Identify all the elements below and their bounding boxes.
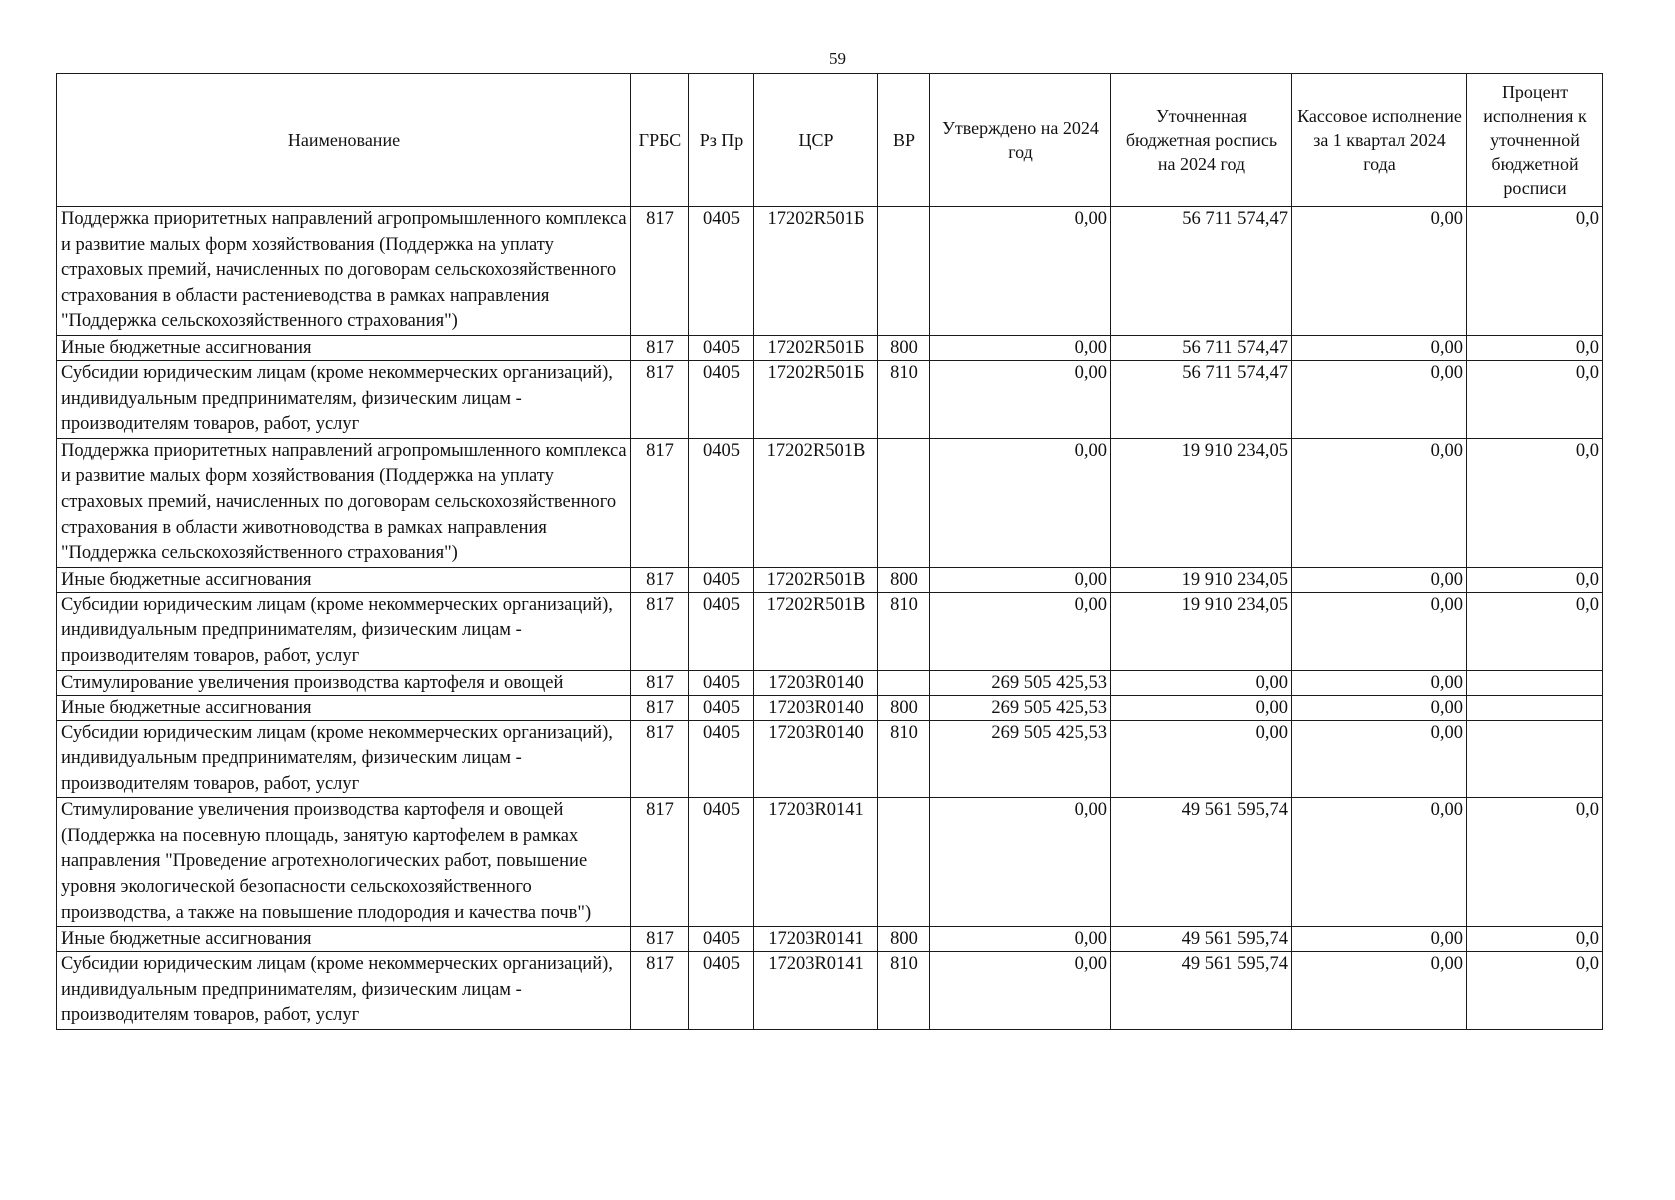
cell-vr: 810 xyxy=(878,720,930,798)
cell-csr: 17202R501Б xyxy=(754,335,878,360)
table-row xyxy=(57,670,1603,695)
cell-percent: 0,0 xyxy=(1467,798,1603,927)
cell-vr: 810 xyxy=(878,592,930,670)
cell-grbs: 817 xyxy=(631,360,689,438)
cell-name: Субсидии юридическим лицам (кроме некоммерческих организаций), индивидуальным предпринимателям, физическим лицам - производителям товаров, работ, услуг xyxy=(57,592,631,670)
cell-name: Поддержка приоритетных направлений агропромышленного комплекса и развитие малых форм хозяйствования (Поддержка на уплату страховых премий, начисленных по договорам сельскохозяйственного страхования в области растениеводства в рамках направления "Поддержка сельскохозяйственного страхования") xyxy=(57,207,631,336)
cell-grbs: 817 xyxy=(631,695,689,720)
cell-percent: 0,0 xyxy=(1467,335,1603,360)
cell-cash: 0,00 xyxy=(1292,798,1467,927)
cell-csr: 17203R0141 xyxy=(754,798,878,927)
cell-refined: 56 711 574,47 xyxy=(1111,360,1292,438)
cell-cash: 0,00 xyxy=(1292,592,1467,670)
cell-csr: 17203R0140 xyxy=(754,670,878,695)
cell-cash: 0,00 xyxy=(1292,567,1467,592)
header-name: Наименование xyxy=(57,74,631,207)
cell-approved: 0,00 xyxy=(930,952,1111,1030)
header-approved: Утверждено на 2024 год xyxy=(930,74,1111,207)
header-grbs: ГРБС xyxy=(631,74,689,207)
cell-vr: 810 xyxy=(878,952,930,1030)
table-row xyxy=(57,952,1603,1030)
cell-vr: 800 xyxy=(878,567,930,592)
cell-name: Иные бюджетные ассигнования xyxy=(57,567,631,592)
cell-refined: 49 561 595,74 xyxy=(1111,952,1292,1030)
cell-refined: 56 711 574,47 xyxy=(1111,207,1292,336)
header-vr: ВР xyxy=(878,74,930,207)
cell-rzpr: 0405 xyxy=(689,695,754,720)
cell-name: Иные бюджетные ассигнования xyxy=(57,695,631,720)
cell-name: Субсидии юридическим лицам (кроме некоммерческих организаций), индивидуальным предпринимателям, физическим лицам - производителям товаров, работ, услуг xyxy=(57,720,631,798)
cell-vr: 800 xyxy=(878,927,930,952)
cell-grbs: 817 xyxy=(631,567,689,592)
cell-csr: 17203R0141 xyxy=(754,927,878,952)
page-number: 59 xyxy=(829,49,846,68)
table-row xyxy=(57,695,1603,720)
cell-percent xyxy=(1467,695,1603,720)
cell-refined: 19 910 234,05 xyxy=(1111,592,1292,670)
cell-refined: 49 561 595,74 xyxy=(1111,927,1292,952)
cell-rzpr: 0405 xyxy=(689,670,754,695)
cell-csr: 17202R501Б xyxy=(754,207,878,336)
header-row xyxy=(57,74,1603,207)
cell-percent xyxy=(1467,670,1603,695)
cell-percent: 0,0 xyxy=(1467,207,1603,336)
cell-refined: 56 711 574,47 xyxy=(1111,335,1292,360)
cell-cash: 0,00 xyxy=(1292,335,1467,360)
cell-refined: 49 561 595,74 xyxy=(1111,798,1292,927)
cell-csr: 17203R0141 xyxy=(754,952,878,1030)
cell-rzpr: 0405 xyxy=(689,335,754,360)
cell-vr xyxy=(878,798,930,927)
table-row xyxy=(57,927,1603,952)
cell-rzpr: 0405 xyxy=(689,360,754,438)
cell-grbs: 817 xyxy=(631,720,689,798)
cell-csr: 17203R0140 xyxy=(754,695,878,720)
cell-name: Стимулирование увеличения производства картофеля и овощей xyxy=(57,670,631,695)
cell-refined: 0,00 xyxy=(1111,695,1292,720)
cell-cash: 0,00 xyxy=(1292,952,1467,1030)
cell-rzpr: 0405 xyxy=(689,207,754,336)
table-row xyxy=(57,720,1603,798)
cell-rzpr: 0405 xyxy=(689,567,754,592)
cell-cash: 0,00 xyxy=(1292,695,1467,720)
cell-grbs: 817 xyxy=(631,952,689,1030)
budget-table xyxy=(56,73,1603,1030)
cell-rzpr: 0405 xyxy=(689,438,754,567)
cell-rzpr: 0405 xyxy=(689,952,754,1030)
cell-percent: 0,0 xyxy=(1467,592,1603,670)
cell-grbs: 817 xyxy=(631,335,689,360)
cell-refined: 19 910 234,05 xyxy=(1111,438,1292,567)
cell-grbs: 817 xyxy=(631,438,689,567)
cell-grbs: 817 xyxy=(631,207,689,336)
cell-cash: 0,00 xyxy=(1292,360,1467,438)
cell-cash: 0,00 xyxy=(1292,670,1467,695)
cell-rzpr: 0405 xyxy=(689,592,754,670)
cell-name: Стимулирование увеличения производства картофеля и овощей (Поддержка на посевную площадь, занятую картофелем в рамках направления "Проведение агротехнологических работ, повышение уровня экологической безопасности сельскохозяйственного производства, а также на повышение плодородия и качества почв") xyxy=(57,798,631,927)
cell-approved: 0,00 xyxy=(930,927,1111,952)
cell-refined: 19 910 234,05 xyxy=(1111,567,1292,592)
cell-csr: 17203R0140 xyxy=(754,720,878,798)
header-refined: Уточненная бюджетная роспись на 2024 год xyxy=(1111,74,1292,207)
header-cash: Кассовое исполнение за 1 квартал 2024 года xyxy=(1292,74,1467,207)
cell-approved: 0,00 xyxy=(930,798,1111,927)
cell-rzpr: 0405 xyxy=(689,720,754,798)
cell-percent xyxy=(1467,720,1603,798)
cell-vr: 800 xyxy=(878,335,930,360)
table-row xyxy=(57,360,1603,438)
table-row xyxy=(57,207,1603,336)
cell-approved: 269 505 425,53 xyxy=(930,670,1111,695)
cell-cash: 0,00 xyxy=(1292,207,1467,336)
cell-refined: 0,00 xyxy=(1111,670,1292,695)
cell-vr: 800 xyxy=(878,695,930,720)
header-percent: Процент исполнения к уточненной бюджетной росписи xyxy=(1467,74,1603,207)
cell-cash: 0,00 xyxy=(1292,927,1467,952)
cell-name: Иные бюджетные ассигнования xyxy=(57,927,631,952)
cell-csr: 17202R501В xyxy=(754,438,878,567)
cell-grbs: 817 xyxy=(631,592,689,670)
cell-percent: 0,0 xyxy=(1467,567,1603,592)
cell-approved: 269 505 425,53 xyxy=(930,695,1111,720)
table-row xyxy=(57,335,1603,360)
cell-rzpr: 0405 xyxy=(689,927,754,952)
cell-percent: 0,0 xyxy=(1467,438,1603,567)
cell-csr: 17202R501В xyxy=(754,567,878,592)
header-rzpr: Рз Пр xyxy=(689,74,754,207)
table-row xyxy=(57,592,1603,670)
cell-approved: 0,00 xyxy=(930,360,1111,438)
cell-percent: 0,0 xyxy=(1467,927,1603,952)
cell-grbs: 817 xyxy=(631,927,689,952)
cell-percent: 0,0 xyxy=(1467,952,1603,1030)
cell-csr: 17202R501Б xyxy=(754,360,878,438)
cell-approved: 0,00 xyxy=(930,335,1111,360)
table-row xyxy=(57,438,1603,567)
cell-name: Субсидии юридическим лицам (кроме некоммерческих организаций), индивидуальным предпринимателям, физическим лицам - производителям товаров, работ, услуг xyxy=(57,360,631,438)
cell-refined: 0,00 xyxy=(1111,720,1292,798)
table-body xyxy=(57,207,1603,1030)
header-csr: ЦСР xyxy=(754,74,878,207)
cell-approved: 0,00 xyxy=(930,567,1111,592)
cell-vr xyxy=(878,670,930,695)
cell-csr: 17202R501В xyxy=(754,592,878,670)
cell-rzpr: 0405 xyxy=(689,798,754,927)
table-row xyxy=(57,798,1603,927)
cell-vr xyxy=(878,438,930,567)
cell-name: Иные бюджетные ассигнования xyxy=(57,335,631,360)
cell-name: Субсидии юридическим лицам (кроме некоммерческих организаций), индивидуальным предпринимателям, физическим лицам - производителям товаров, работ, услуг xyxy=(57,952,631,1030)
cell-grbs: 817 xyxy=(631,798,689,927)
cell-approved: 269 505 425,53 xyxy=(930,720,1111,798)
cell-cash: 0,00 xyxy=(1292,438,1467,567)
cell-cash: 0,00 xyxy=(1292,720,1467,798)
cell-grbs: 817 xyxy=(631,670,689,695)
cell-approved: 0,00 xyxy=(930,207,1111,336)
cell-percent: 0,0 xyxy=(1467,360,1603,438)
cell-vr: 810 xyxy=(878,360,930,438)
cell-approved: 0,00 xyxy=(930,592,1111,670)
cell-name: Поддержка приоритетных направлений агропромышленного комплекса и развитие малых форм хозяйствования (Поддержка на уплату страховых премий, начисленных по договорам сельскохозяйственного страхования в области животноводства в рамках направления "Поддержка сельскохозяйственного страхования") xyxy=(57,438,631,567)
cell-vr xyxy=(878,207,930,336)
table-row xyxy=(57,567,1603,592)
cell-approved: 0,00 xyxy=(930,438,1111,567)
